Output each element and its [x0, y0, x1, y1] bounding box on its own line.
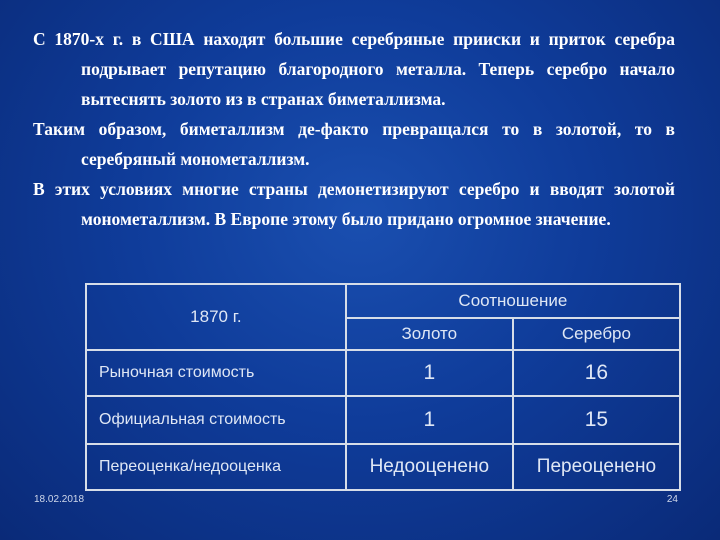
table-row [86, 396, 680, 444]
gold-value: 1 [346, 350, 513, 396]
ratio-table [85, 283, 681, 491]
ratio-header: Соотношение [346, 284, 680, 318]
silver-value: 16 [513, 350, 680, 396]
year-header: 1870 г. [86, 284, 346, 350]
table-row [86, 350, 680, 396]
paragraph-demonetization: В этих условиях многие страны демонетизируют серебро и вводят золотой монометаллизм. В Европе этому было придано огромное значение. [33, 179, 675, 229]
silver-value: 15 [513, 396, 680, 444]
gold-value: Недооценено [346, 444, 513, 490]
footer-date: 18.02.2018 [34, 494, 85, 505]
row-label: Официальная стоимость [86, 396, 346, 444]
body-text [33, 24, 675, 234]
page-number: 24 [666, 494, 678, 505]
silver-header: Серебро [513, 318, 680, 350]
paragraph-silver-mines: С 1870-х г. в США находят большие серебряные прииски и приток серебра подрывает репутацию благородного металла. Теперь серебро начало вытеснять золото из в странах биметаллизма. [33, 29, 675, 109]
paragraph-bimetallism: Таким образом, биметаллизм де-факто превращался то в золотой, то в серебряный монометаллизм. [33, 119, 675, 169]
silver-value: Переоценено [513, 444, 680, 490]
gold-header: Золото [346, 318, 513, 350]
row-label: Рыночная стоимость [86, 350, 346, 396]
table-row [86, 444, 680, 490]
row-label: Переоценка/недооценка [86, 444, 346, 490]
gold-value: 1 [346, 396, 513, 444]
